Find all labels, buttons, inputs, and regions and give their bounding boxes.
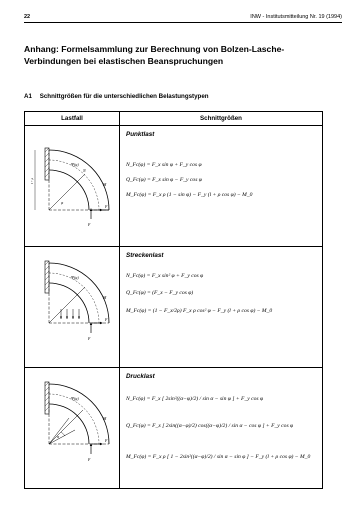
section-heading (24, 93, 324, 100)
formula-shear-force: Q_Fc(φ) = F_x [ 2sin((α−φ)/2) cos((α−φ)/2) / sin α − cos φ ] + F_y cos φ (126, 423, 294, 429)
column-header-lastfall: Lastfall (25, 112, 120, 126)
svg-text:F: F (88, 336, 91, 341)
load-case-table (24, 111, 323, 489)
table-row (25, 126, 323, 247)
svg-text:M: M (103, 295, 107, 300)
appendix-title: Anhang: Formelsammlung zur Berechnung von Bolzen-Lasche-Verbindungen bei elastischen Beanspruchungen (24, 44, 285, 66)
case-title-streckenlast: Streckenlast (126, 252, 164, 259)
svg-text:M: M (103, 416, 107, 421)
formula-normal-force: N_Fc(φ) = F_x [ 2sin²((α−φ)/2) / sin α − sin φ ] + F_y cos φ (126, 396, 264, 402)
lug-diagram-svg (25, 368, 120, 488)
svg-text:F: F (88, 457, 91, 462)
svg-text:F: F (105, 438, 108, 443)
formula-cell (120, 368, 323, 489)
page-header (24, 12, 342, 24)
column-header-schnittgroessen: Schnittgrößen (120, 112, 323, 126)
formula-moment: M_Fc(φ) = (1 − F_x/2ρ) F_x ρ cos² φ − F_y (l + ρ cos φ) − M_0 (126, 308, 273, 314)
formula-normal-force: N_Fc(φ) = F_x sin φ + F_y cos φ (126, 162, 202, 168)
diagram-cell (25, 247, 120, 368)
svg-text:Ψ(φ): Ψ(φ) (71, 396, 79, 401)
page-number: 22 (24, 14, 31, 20)
table-row (25, 368, 323, 489)
svg-text:Ψ(φ): Ψ(φ) (71, 162, 79, 167)
punktlast-diagram (25, 126, 119, 246)
dim-label: l + ρ (30, 177, 34, 184)
svg-text:Ψ(φ): Ψ(φ) (71, 275, 79, 280)
svg-text:φ: φ (61, 200, 64, 205)
lug-diagram-svg (25, 247, 120, 367)
formula-shear-force: Q_Fc(φ) = (F_x − F_y cos φ) (126, 290, 194, 296)
case-title-punktlast: Punktlast (126, 131, 155, 138)
svg-text:F: F (105, 204, 108, 209)
formula-moment: M_Fc(φ) = F_x ρ (1 − sin φ) − F_y (l + ρ cos φ) − M_0 (126, 192, 253, 198)
formula-shear-force: Q_Fc(φ) = F_x sin φ − F_y cos φ (126, 177, 202, 183)
svg-text:F: F (105, 317, 108, 322)
diagram-cell (25, 368, 120, 489)
case-title-drucklast: Drucklast (126, 373, 155, 380)
section-number: A1 (24, 93, 32, 100)
streckenlast-diagram (25, 247, 119, 367)
drucklast-diagram (25, 368, 119, 488)
section-title: Schnittgrößen für die unterschiedlichen Belastungstypen (39, 93, 209, 100)
table-header-row (25, 112, 323, 126)
table-row (25, 247, 323, 368)
source-line: INW - Institutsmitteilung Nr. 19 (1994) (250, 14, 342, 20)
formula-cell (120, 247, 323, 368)
svg-text:N: N (83, 168, 86, 173)
svg-text:α: α (57, 434, 60, 439)
svg-text:M: M (103, 182, 107, 187)
svg-text:F: F (88, 222, 91, 227)
diagram-cell (25, 126, 120, 247)
header-rule (24, 22, 342, 23)
formula-moment: M_Fc(φ) = F_x ρ [ 1 − 2sin²((α−φ)/2) / sin α − sin φ ] − F_y (l + ρ cos φ) − M_0 (126, 454, 311, 460)
formula-normal-force: N_Fc(φ) = F_x sin² φ + F_y cos φ (126, 273, 204, 279)
lug-diagram-svg (25, 126, 120, 246)
formula-cell (120, 126, 323, 247)
